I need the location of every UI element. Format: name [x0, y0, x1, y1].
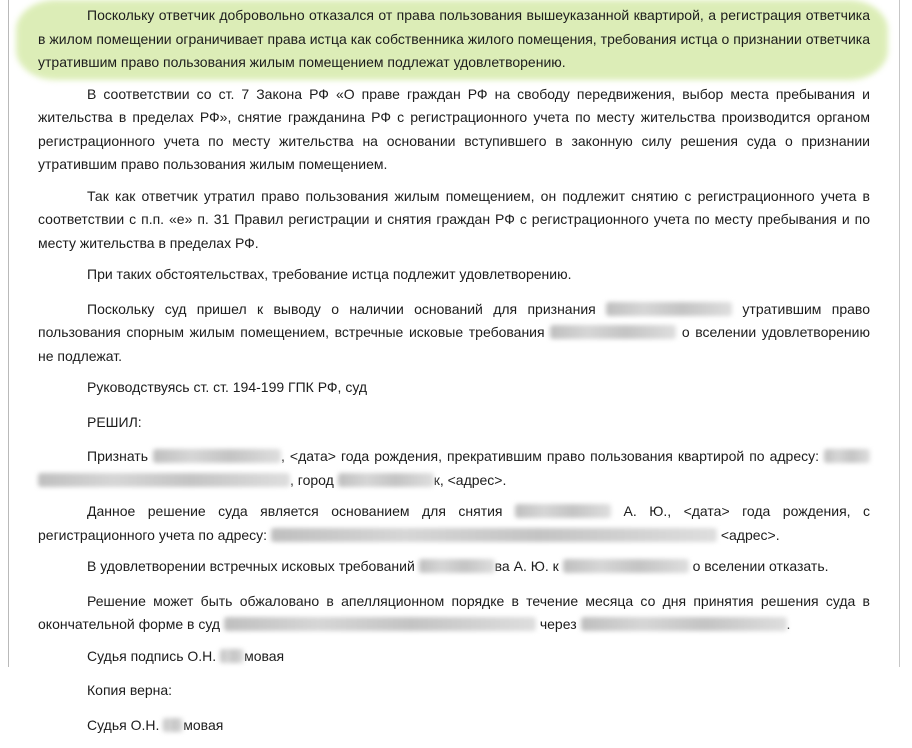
p5-text-a: Поскольку суд пришел к выводу о наличии оснований для признания — [87, 300, 596, 317]
page-border-left — [8, 0, 9, 667]
p10-text-a: В удовлетворении встречных исковых требований — [87, 558, 415, 574]
p11-text-a: Решение может быть обжаловано в апелляционном порядке в течение месяца со дня принятия решения суда в окончательной форме в суд — [38, 592, 870, 632]
p10-text-c: о вселении отказать. — [692, 558, 829, 574]
p8-text-d: к, <адрес>. — [433, 471, 507, 488]
highlighted-section — [38, 4, 870, 75]
redacted-surname — [220, 649, 244, 663]
redacted-address — [824, 449, 870, 463]
redacted-name — [419, 559, 495, 573]
judge-surname-end: мовая — [183, 716, 224, 733]
paragraph-5 — [38, 298, 870, 369]
page-border-right — [899, 0, 900, 667]
paragraph-8 — [38, 445, 870, 492]
redacted-name — [606, 302, 732, 316]
paragraph-9 — [38, 500, 870, 547]
paragraph-6: Руководствуясь ст. ст. 194-199 ГПК РФ, суд — [87, 379, 368, 395]
redacted-surname — [163, 718, 183, 732]
paragraph-1: Поскольку ответчик добровольно отказался от права пользования вышеуказанной квартирой, а регистрация ответчика в жилом помещении ограничивает права истца как собственника жилого помещения, требования истца о признании ответчика утратившим право пользования жилым помещением подлежат удовлетворению. — [38, 7, 870, 70]
p8-text-b: , <дата> года рождения, прекратившим право пользования квартирой по адресу: — [281, 448, 819, 464]
redacted-court — [224, 617, 536, 631]
p11-text-c: . — [786, 616, 791, 632]
judge-text: Судья О.Н. — [87, 716, 160, 733]
paragraph-7: РЕШИЛ: — [87, 413, 142, 430]
paragraph-3: Так как ответчик утратил право пользования жилым помещением, он подлежит снятию с регистрационного учета в соответствии с п.п. «е» п. 31 Правил регистрации и снятия граждан РФ с регистрационного учета по месту пребывания и по месту жительства в пределах РФ. — [38, 187, 870, 251]
redacted-court — [581, 617, 787, 631]
p9-text-a: Данное решение суда является основанием для снятия — [87, 503, 503, 519]
redacted-name — [563, 559, 689, 573]
redacted-name — [515, 504, 611, 518]
judge-signature-text: Судья подпись О.Н. — [87, 647, 217, 664]
p8-text-a: Признать — [87, 448, 149, 464]
redacted-address — [38, 473, 290, 487]
redacted-name — [550, 325, 676, 339]
p5-text-c: о вселении удовлетворению не подлежат. — [38, 324, 870, 364]
paragraph-11 — [38, 590, 870, 637]
paragraph-4: При таких обстоятельствах, требование истца подлежит удовлетворению. — [87, 266, 572, 282]
redacted-name — [153, 449, 281, 463]
paragraph-12 — [38, 645, 870, 669]
paragraph-10 — [38, 555, 870, 579]
paragraph-2: В соответствии со ст. 7 Закона РФ «О праве граждан РФ на свободу передвижения, выбор места пребывания и жительства в пределах РФ», снятие гражданина РФ с регистрационного учета по месту жительства производится органом регистрационного учета по месту жительства на основании вступившего в законную силу решения суда о признании утратившим право пользования жилым помещением. — [38, 85, 870, 172]
p8-text-c: , город — [290, 471, 334, 488]
p9-text-c: <адрес>. — [720, 526, 780, 543]
paragraph-13: Копия верна: — [87, 682, 173, 698]
p5-text-b: утратившим право пользования спорным жилым помещением, встречные исковые требования — [38, 300, 870, 340]
p11-text-b: через — [539, 616, 577, 632]
judge-surname-end: мовая — [244, 647, 285, 664]
paragraph-14 — [38, 714, 870, 738]
redacted-address — [271, 528, 717, 542]
p9-text-b: А. Ю., <дата> года рождения, с регистрационного учета по адресу: — [38, 503, 871, 543]
document-body — [38, 4, 870, 748]
redacted-address — [338, 473, 434, 487]
p10-text-b: ва А. Ю. к — [494, 558, 559, 574]
